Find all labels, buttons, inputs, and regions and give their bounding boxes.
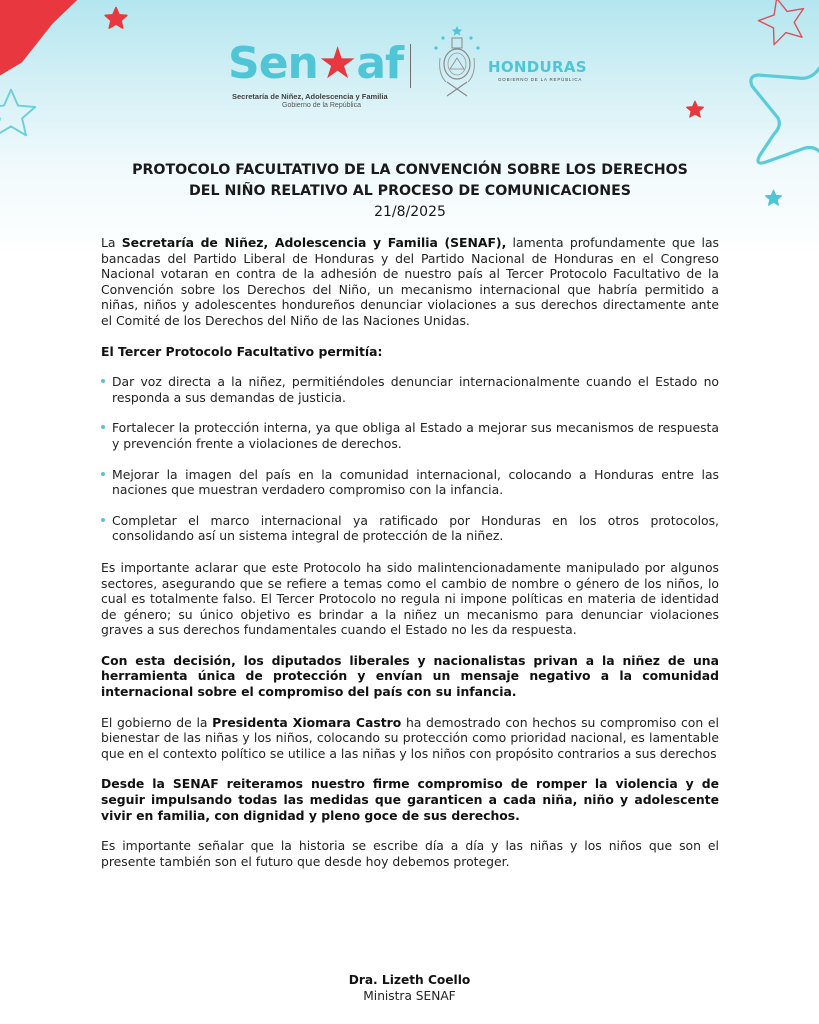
honduras-subtitle: GOBIERNO DE LA REPÚBLICA [498, 77, 583, 82]
senaf-wordmark-part2: af [356, 38, 404, 89]
signature-block [0, 972, 819, 1004]
signatory-role: Ministra SENAF [363, 989, 456, 1003]
small-cyan-star-icon [764, 189, 783, 208]
senaf-name-bold: Secretaría de Niñez, Adolescencia y Familia (SENAF), [121, 235, 507, 250]
honduras-wordmark: HONDURAS [488, 58, 587, 76]
bullet-icon [101, 379, 105, 383]
document-date: 21/8/2025 [374, 204, 446, 220]
senaf-child-figure-icon: ★ [317, 38, 357, 89]
coat-of-arms-icon [432, 24, 482, 100]
government-paragraph: El gobierno de la Presidenta Xiomara Castro ha demostrado con hechos su compromiso con el bienestar de las niñas y los niños, colocando su protección como prioridad nacional, es lamentable que en el contexto político se utilice a las niñas y los niños con propósito contrarios a sus derechos [101, 714, 719, 761]
senaf-wordmark-part1: Sen [228, 38, 318, 89]
list-item: Dar voz directa a la niñez, permitiéndoles denunciar internacionalmente cuando el Estado no responda a sus demandas de justicia. [101, 374, 719, 405]
senaf-logo [228, 38, 404, 115]
document-title-block [60, 160, 760, 222]
bullet-icon [101, 425, 105, 429]
intro-paragraph: La Secretaría de Niñez, Adolescencia y Familia (SENAF), lamenta profundamente que las bancadas del Partido Liberal de Honduras y del Partido Nacional de Honduras en el Congreso Nacional votaran en contra de la adhesión de nuestro país al Tercer Protocolo Facultativo de la Convención sobre los Derechos del Niño, un mecanismo internacional que habría permitido a niñas, niños y adolescentes hondureños denunciar violaciones a sus derechos directamente ante el Comité de los Derechos del Niño de las Naciones Unidas. [101, 235, 719, 328]
senaf-subtitle: Secretaría de Niñez, Adolescencia y Familia [232, 92, 388, 101]
signatory-name: Dra. Lizeth Coello [348, 973, 471, 987]
senaf-subtitle-government: Gobierno de la República [282, 102, 361, 109]
commitment-paragraph: Desde la SENAF reiteramos nuestro firme compromiso de romper la violencia y de seguir impulsando todas las medidas que garanticen a cada niña, niño y adolescente vivir en familia, con dignidad y pleno goce de sus derechos. [101, 776, 719, 823]
logo-divider [410, 44, 411, 88]
closing-paragraph: Es importante señalar que la historia se escribe día a día y las niñas y los niños que son el presente también son el futuro que desde hoy debemos proteger. [101, 838, 719, 869]
president-name-bold: Presidenta Xiomara Castro [212, 714, 402, 730]
document-body [101, 235, 719, 884]
list-heading: El Tercer Protocolo Facultativo permitía: [101, 343, 383, 359]
senaf-wordmark [228, 40, 403, 88]
decision-paragraph: Con esta decisión, los diputados liberales y nacionalistas privan a la niñez de una herramienta única de protección y envían un mensaje negativo a la comunidad internacional sobre el compromiso del país con su infancia. [101, 652, 719, 700]
list-item: Mejorar la imagen del país en la comunidad internacional, colocando a Honduras entre las naciones que muestran verdadero compromiso con la infancia. [101, 467, 719, 498]
bullet-icon [101, 518, 105, 522]
benefits-list [101, 374, 719, 544]
clarification-paragraph: Es importante aclarar que este Protocolo ha sido malintencionadamente manipulado por algunos sectores, asegurando que se refiere a temas como el cambio de nombre o género de los niños, lo cual es totalmente falso. El Tercer Protocolo no regula ni impone políticas en materia de identidad de género; su único objetivo es brindar a la niñez un mecanismo para denunciar violaciones graves a sus derechos fundamentales cuando el Estado no les da respuesta. [101, 559, 719, 638]
header [0, 0, 819, 130]
bullet-icon [101, 472, 105, 476]
document-title-line-1: PROTOCOLO FACULTATIVO DE LA CONVENCIÓN SOBRE LOS DERECHOS [132, 162, 688, 178]
list-item: Completar el marco internacional ya ratificado por Honduras en los otros protocolos, consolidando así un sistema integral de protección de la niñez. [101, 513, 719, 544]
list-item: Fortalecer la protección interna, ya que obliga al Estado a mejorar sus mecanismos de respuesta y prevención frente a violaciones de derechos. [101, 420, 719, 451]
document-title-line-2: DEL NIÑO RELATIVO AL PROCESO DE COMUNICACIONES [189, 183, 631, 199]
